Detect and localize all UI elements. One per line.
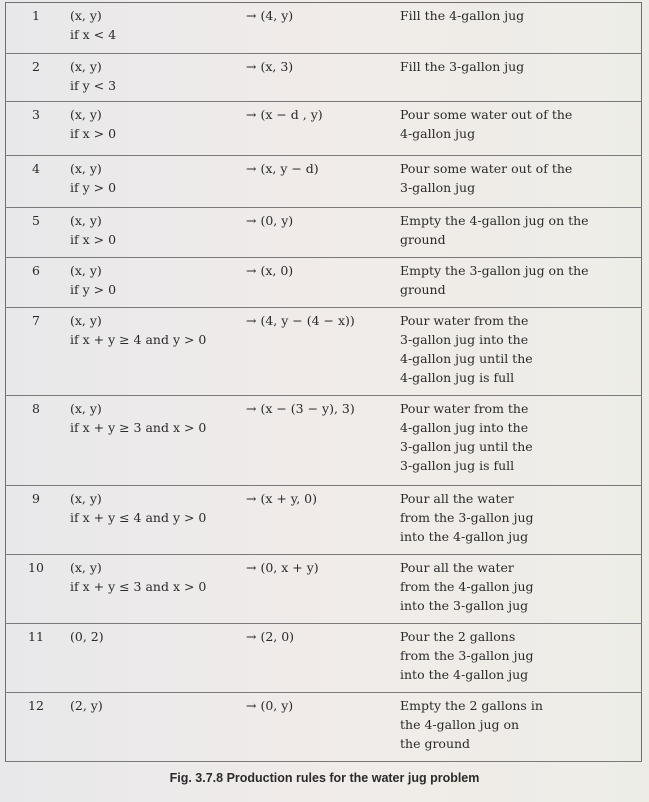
rule-action-line: 3-gallon jug bbox=[400, 180, 476, 195]
rule-action bbox=[396, 102, 642, 156]
rule-condition bbox=[66, 102, 242, 156]
rule-action-line: into the 4-gallon jug bbox=[400, 529, 529, 544]
rule-action-line: the 4-gallon jug on bbox=[400, 717, 520, 732]
rule-condition-line: if y > 0 bbox=[70, 282, 117, 297]
rule-condition-line: (x, y) bbox=[70, 313, 102, 328]
rule-result: → (0, y) bbox=[242, 693, 396, 762]
rule-condition-line: if x + y ≤ 4 and y > 0 bbox=[70, 510, 207, 525]
rule-number: 12 bbox=[6, 693, 67, 762]
rule-action bbox=[396, 54, 642, 102]
rule-result: → (4, y − (4 − x)) bbox=[242, 308, 396, 396]
rule-action bbox=[396, 308, 642, 396]
rule-condition-line: if y > 0 bbox=[70, 180, 117, 195]
rule-action bbox=[396, 555, 642, 624]
rule-action-line: ground bbox=[400, 232, 446, 247]
rules-table-body bbox=[6, 3, 642, 762]
rule-row bbox=[6, 102, 642, 156]
rule-action-line: Fill the 3-gallon jug bbox=[400, 59, 525, 74]
rule-number: 3 bbox=[6, 102, 67, 156]
production-rules-table bbox=[5, 2, 642, 762]
rule-condition bbox=[66, 54, 242, 102]
rule-action-line: 4-gallon jug until the bbox=[400, 351, 533, 366]
rule-action bbox=[396, 208, 642, 258]
rule-condition-line: (x, y) bbox=[70, 263, 102, 278]
rule-condition-line: if x + y ≥ 4 and y > 0 bbox=[70, 332, 207, 347]
rule-action-line: 3-gallon jug into the bbox=[400, 332, 529, 347]
rule-action-line: Pour water from the bbox=[400, 313, 529, 328]
rule-number: 9 bbox=[6, 486, 67, 555]
rule-action-line: 4-gallon jug bbox=[400, 126, 476, 141]
rule-action bbox=[396, 258, 642, 308]
rule-row bbox=[6, 208, 642, 258]
rule-action-line: Pour all the water bbox=[400, 491, 514, 506]
rule-number: 10 bbox=[6, 555, 67, 624]
rule-row bbox=[6, 486, 642, 555]
rule-row bbox=[6, 156, 642, 208]
rule-result: → (x − (3 − y), 3) bbox=[242, 396, 396, 486]
rule-action-line: from the 4-gallon jug bbox=[400, 579, 534, 594]
rule-action-line: 3-gallon jug is full bbox=[400, 458, 515, 473]
rule-action-line: ground bbox=[400, 282, 446, 297]
rule-action-line: Pour some water out of the bbox=[400, 107, 573, 122]
rule-condition-line: (x, y) bbox=[70, 8, 102, 23]
rule-condition-line: (x, y) bbox=[70, 491, 102, 506]
rule-action bbox=[396, 624, 642, 693]
rule-condition bbox=[66, 624, 242, 693]
rule-result: → (0, y) bbox=[242, 208, 396, 258]
rule-action-line: the ground bbox=[400, 736, 471, 751]
rule-number: 11 bbox=[6, 624, 67, 693]
rule-action bbox=[396, 693, 642, 762]
rule-condition-line: (x, y) bbox=[70, 161, 102, 176]
rule-action-line: from the 3-gallon jug bbox=[400, 648, 534, 663]
rule-row bbox=[6, 693, 642, 762]
rule-action-line: 4-gallon jug is full bbox=[400, 370, 515, 385]
rule-condition-line: (2, y) bbox=[70, 698, 103, 713]
rule-action-line: from the 3-gallon jug bbox=[400, 510, 534, 525]
rule-condition bbox=[66, 208, 242, 258]
rule-condition bbox=[66, 258, 242, 308]
rule-row bbox=[6, 308, 642, 396]
rule-result: → (0, x + y) bbox=[242, 555, 396, 624]
rule-number: 5 bbox=[6, 208, 67, 258]
rule-condition bbox=[66, 555, 242, 624]
rule-condition-line: (x, y) bbox=[70, 560, 102, 575]
rule-action-line: Empty the 4-gallon jug on the bbox=[400, 213, 589, 228]
rule-action-line: Pour the 2 gallons bbox=[400, 629, 516, 644]
rule-condition bbox=[66, 396, 242, 486]
figure-caption: Fig. 3.7.8 Production rules for the water jug problem bbox=[169, 771, 480, 785]
rule-action-line: into the 3-gallon jug bbox=[400, 598, 529, 613]
rule-number: 8 bbox=[6, 396, 67, 486]
rule-row bbox=[6, 258, 642, 308]
rule-action-line: Empty the 3-gallon jug on the bbox=[400, 263, 589, 278]
rule-condition-line: if x + y ≤ 3 and x > 0 bbox=[70, 579, 207, 594]
rule-action-line: Fill the 4-gallon jug bbox=[400, 8, 525, 23]
rule-action-line: Pour all the water bbox=[400, 560, 514, 575]
rule-condition-line: (x, y) bbox=[70, 401, 102, 416]
rule-row bbox=[6, 3, 642, 54]
rule-condition-line: (x, y) bbox=[70, 213, 102, 228]
rule-action bbox=[396, 156, 642, 208]
rule-number: 4 bbox=[6, 156, 67, 208]
rule-action-line: into the 4-gallon jug bbox=[400, 667, 529, 682]
rule-row bbox=[6, 54, 642, 102]
rule-row bbox=[6, 624, 642, 693]
rule-result: → (x, y − d) bbox=[242, 156, 396, 208]
rule-row bbox=[6, 396, 642, 486]
rule-condition-line: if x > 0 bbox=[70, 232, 117, 247]
rule-row bbox=[6, 555, 642, 624]
rule-action-line: 3-gallon jug until the bbox=[400, 439, 533, 454]
rule-condition bbox=[66, 308, 242, 396]
rule-condition bbox=[66, 3, 242, 54]
rule-condition-line: (x, y) bbox=[70, 59, 102, 74]
rule-number: 7 bbox=[6, 308, 67, 396]
rule-action-line: 4-gallon jug into the bbox=[400, 420, 529, 435]
rule-action bbox=[396, 486, 642, 555]
rule-condition bbox=[66, 693, 242, 762]
rule-number: 1 bbox=[6, 3, 67, 54]
rule-result: → (2, 0) bbox=[242, 624, 396, 693]
rule-condition bbox=[66, 156, 242, 208]
rule-result: → (x, 0) bbox=[242, 258, 396, 308]
rule-condition-line: (x, y) bbox=[70, 107, 102, 122]
rule-condition-line: (0, 2) bbox=[70, 629, 104, 644]
rule-number: 6 bbox=[6, 258, 67, 308]
rule-condition-line: if x > 0 bbox=[70, 126, 117, 141]
rule-condition bbox=[66, 486, 242, 555]
rule-action bbox=[396, 396, 642, 486]
rule-result: → (x − d , y) bbox=[242, 102, 396, 156]
rule-result: → (4, y) bbox=[242, 3, 396, 54]
rule-condition-line: if y < 3 bbox=[70, 78, 117, 93]
rule-condition-line: if x < 4 bbox=[70, 27, 117, 42]
rule-result: → (x + y, 0) bbox=[242, 486, 396, 555]
rule-number: 2 bbox=[6, 54, 67, 102]
rule-result: → (x, 3) bbox=[242, 54, 396, 102]
rule-action-line: Empty the 2 gallons in bbox=[400, 698, 543, 713]
rule-action-line: Pour some water out of the bbox=[400, 161, 573, 176]
rule-condition-line: if x + y ≥ 3 and x > 0 bbox=[70, 420, 207, 435]
rule-action-line: Pour water from the bbox=[400, 401, 529, 416]
rule-action bbox=[396, 3, 642, 54]
